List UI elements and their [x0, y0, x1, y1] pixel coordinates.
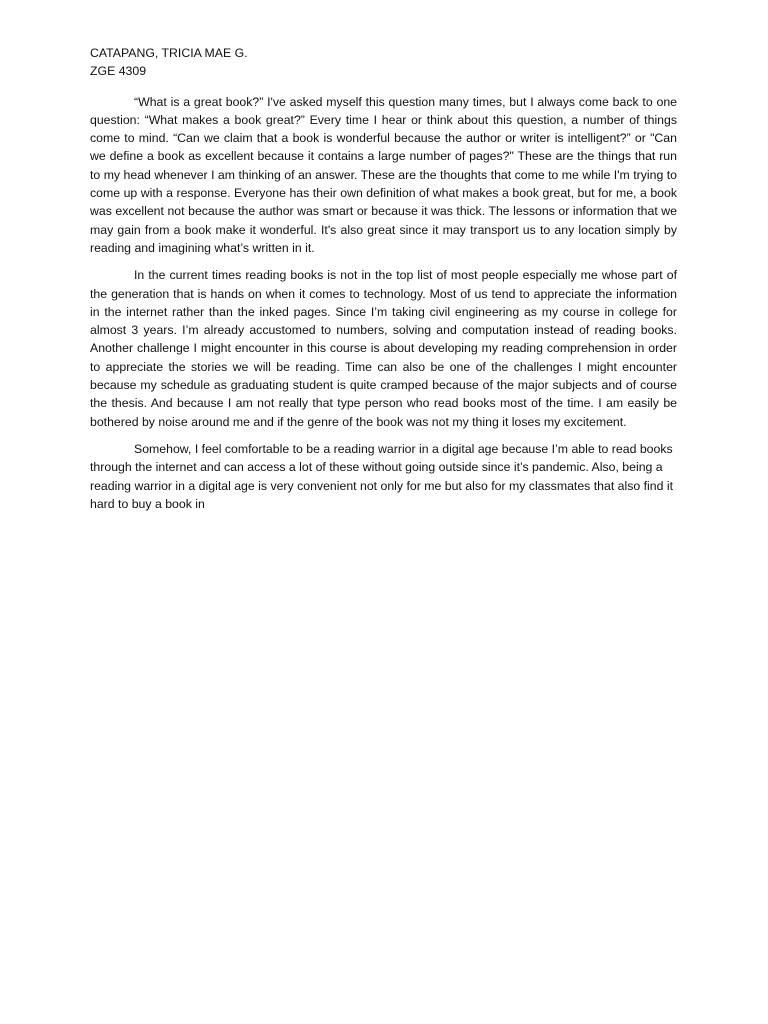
author-name: CATAPANG, TRICIA MAE G. [90, 46, 248, 60]
document-header [90, 44, 677, 81]
paragraph-3: Somehow, I feel comfortable to be a reading warrior in a digital age because I’m able to read books through the internet and can access a lot of these without going outside since it’s pandemic. Also, being a reading warrior in a digital age is very convenient not only for me but also for my classmates that also find it hard to buy a book in [90, 441, 674, 511]
paragraph-1: “What is a great book?” I've asked myself this question many times, but I always come back to one question: “What makes a book great?” Every time I hear or think about this question, a number of things come to mind. “Can we claim that a book is wonderful because the author or writer is intelligent?” or "Can we define a book as excellent because it contains a large number of pages?" These are the things that run to my head whenever I am thinking of an answer. These are the thoughts that come to me while I'm trying to come up with a response. Everyone has their own definition of what makes a book great, but for me, a book was excellent not because the author was smart or because it was thick. The lessons or information that we may gain from a book make it wonderful. It's also great since it may transport us to any location simply by reading and imagining what’s written in it. [90, 94, 677, 255]
essay-body [90, 93, 677, 514]
paragraph-2: In the current times reading books is not in the top list of most people especially me whose part of the generation that is hands on when it comes to technology. Most of us tend to appreciate the information in the internet rather than the inked pages. Since I’m taking civil engineering as my course in college for almost 3 years. I’m already accustomed to numbers, solving and computation instead of reading books. Another challenge I might encounter in this course is about developing my reading comprehension in order to appreciate the stories we will be reading. Time can also be one of the challenges I might encounter because my schedule as graduating student is quite cramped because of the major subjects and of course the thesis. And because I am not really that type person who read books most of the time. I am easily be bothered by noise around me and if the genre of the book was not my thing it loses my excitement. [90, 268, 677, 429]
document-page [90, 44, 677, 522]
course-code: ZGE 4309 [90, 64, 147, 79]
